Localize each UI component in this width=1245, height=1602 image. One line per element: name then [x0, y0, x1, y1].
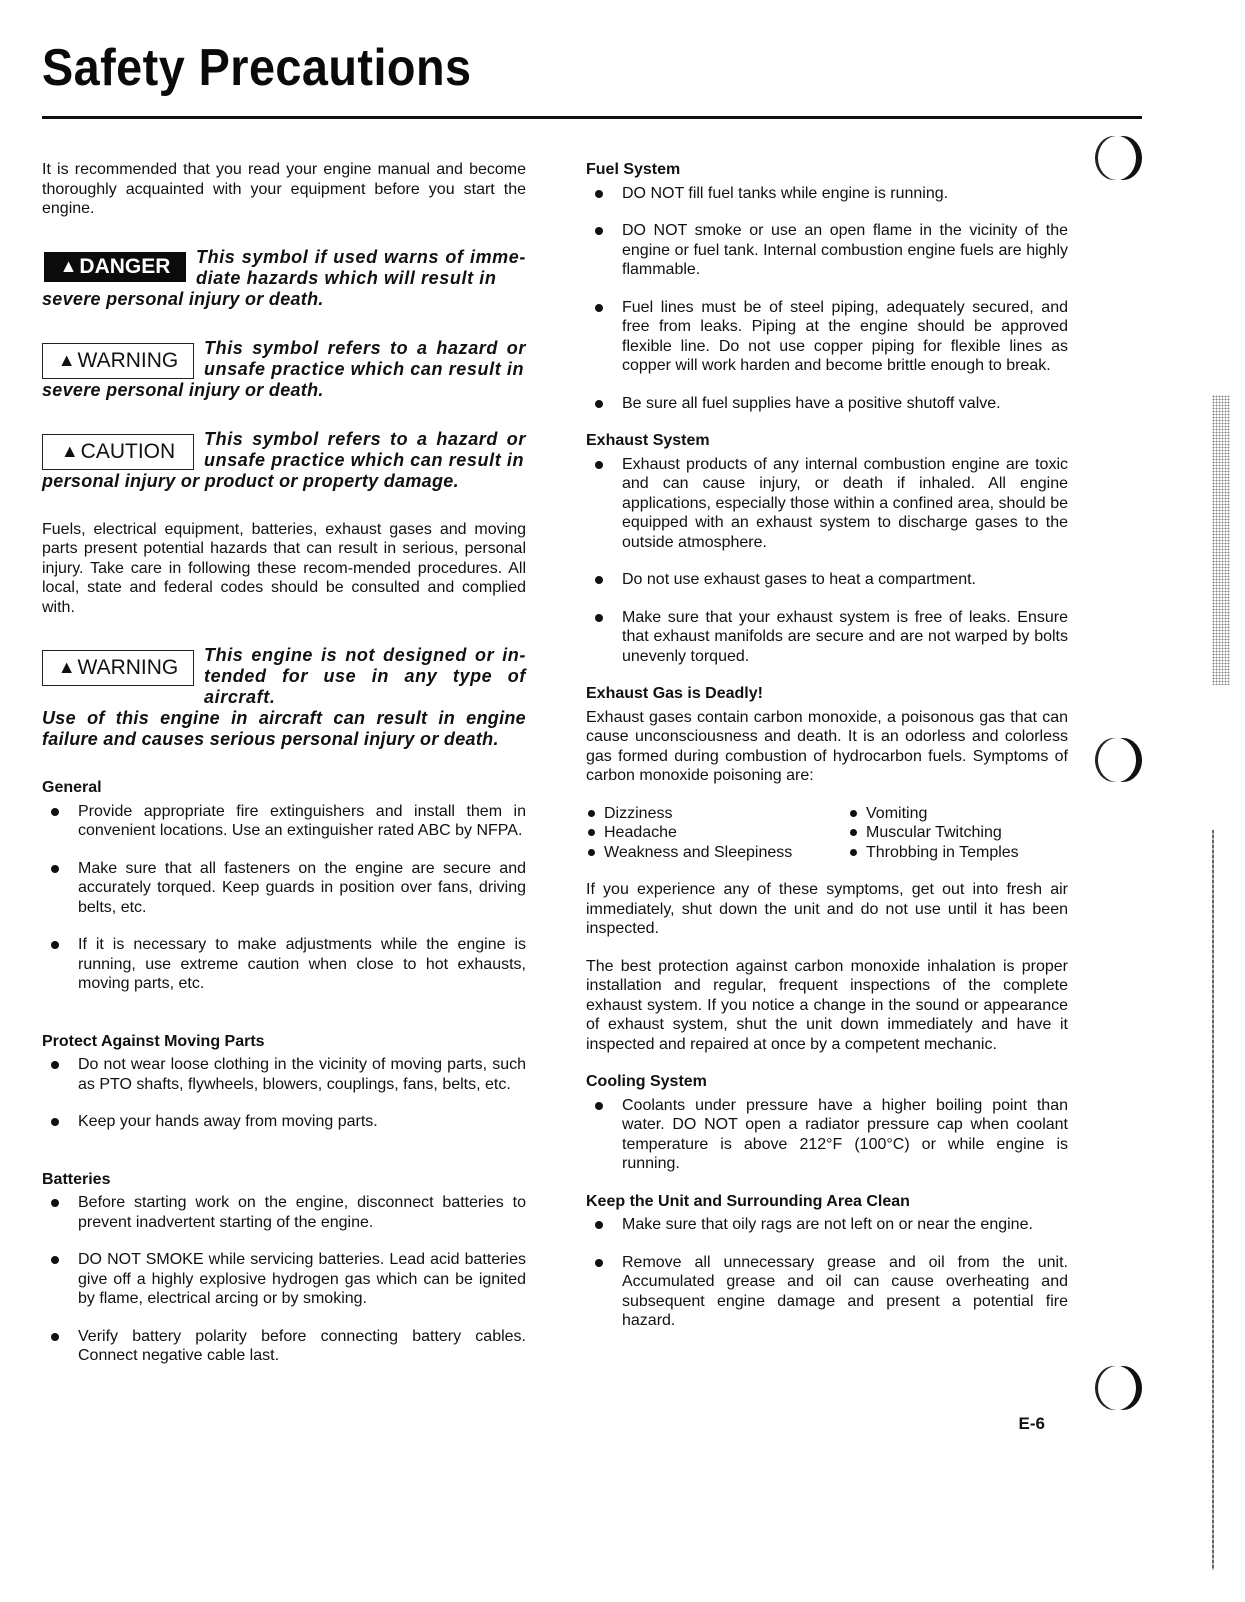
symptom-item: Headache [586, 823, 848, 843]
symptom-item: Dizziness [586, 804, 848, 824]
danger-notice [42, 247, 526, 310]
danger-badge [44, 252, 186, 282]
list-item: Provide appropriate fire extinguishers and install them in convenient locations. Use an extinguisher rated ABC by NFPA. [42, 802, 526, 841]
danger-badge-label: DANGER [79, 254, 171, 278]
scan-edge-artifact [1212, 830, 1214, 1570]
warning-triangle-icon: ▲ [57, 657, 76, 678]
symptom-item: Throbbing in Temples [848, 843, 1068, 863]
page-title: Safety Precautions [42, 39, 472, 97]
aircraft-warning-text-cont: Use of this engine in aircraft can result in engine failure and causes serious personal injury or death. [42, 708, 526, 749]
left-column [42, 160, 526, 1384]
section-heading-cooling-system: Cooling System [586, 1073, 707, 1090]
page-number: E-6 [1018, 1414, 1045, 1433]
danger-text: This symbol if used warns of imme-diate hazards which will result in [196, 246, 526, 288]
symptom-item: Weakness and Sleepiness [586, 843, 848, 863]
list-item: Keep your hands away from moving parts. [42, 1112, 526, 1132]
section-heading-keep-clean: Keep the Unit and Surrounding Area Clean [586, 1192, 910, 1210]
list-item: Before starting work on the engine, disconnect batteries to prevent inadvertent starting of the engine. [42, 1193, 526, 1232]
list-item: DO NOT fill fuel tanks while engine is running. [586, 184, 1068, 204]
list-item: Exhaust products of any internal combustion engine are toxic and can cause injury, or death if inhaled. All engine applications, especially those within a confined area, should be equipped with an exhaust system to discharge gases to the outside atmosphere. [586, 455, 1068, 553]
list-item: Fuel lines must be of steel piping, adequately secured, and free from leaks. Piping at the engine should be approved flexible line. Do not use copper piping for flexible lines as copper will work harden and become brittle enough to break. [586, 298, 1068, 376]
hazards-paragraph: Fuels, electrical equipment, batteries, exhaust gases and moving parts present potential hazards that can result in serious, personal injury. Take care in following these recom-mended procedures. All local, state and federal codes should be consulted and complied with. [42, 520, 526, 616]
warning-text: This symbol refers to a hazard or unsafe practice which can result in [204, 337, 526, 379]
list-item: Be sure all fuel supplies have a positive shutoff valve. [586, 394, 1068, 414]
binder-hole-icon [1098, 1366, 1136, 1410]
protection-paragraph: The best protection against carbon monoxide inhalation is proper installation and regular, frequent inspections of the complete exhaust system. If you notice a change in the sound or appearance of exhaust system, shut the unit down immediately and have it inspected and repaired at once by a competent mechanic. [586, 957, 1068, 1053]
list-item: Make sure that oily rags are not left on or near the engine. [586, 1215, 1068, 1235]
caution-notice [42, 429, 526, 492]
section-heading-batteries: Batteries [42, 1170, 111, 1188]
symptom-item: Muscular Twitching [848, 823, 1068, 843]
moving-parts-list [42, 1055, 526, 1132]
caution-text: This symbol refers to a hazard or unsafe practice which can result in [204, 428, 526, 470]
list-item: If it is necessary to make adjustments while the engine is running, use extreme caution when close to hot exhausts, moving parts, etc. [42, 935, 526, 994]
list-item: Remove all unnecessary grease and oil from the unit. Accumulated grease and oil can cause overheating and subsequent engine damage and present a potential fire hazard. [586, 1253, 1068, 1331]
binder-hole-icon [1098, 738, 1136, 782]
symptom-item: Vomiting [848, 804, 1068, 824]
aircraft-warning-notice [42, 645, 526, 750]
section-heading-fuel-system: Fuel System [586, 161, 681, 178]
binder-hole-icon [1098, 136, 1136, 180]
section-heading-moving-parts: Protect Against Moving Parts [42, 1032, 265, 1050]
warning-triangle-icon: ▲ [60, 440, 79, 461]
caution-text-cont: personal injury or product or property damage. [42, 470, 459, 491]
carbon-monoxide-paragraph: Exhaust gases contain carbon monoxide, a poisonous gas that can cause unconsciousness and death. It is an odorless and colorless gas formed during combustion of hydrocarbon fuels. Symptoms of carbon monoxide poisoning are: [586, 708, 1068, 784]
section-heading-general: General [42, 779, 102, 796]
caution-badge [42, 434, 194, 470]
title-rule [42, 116, 1142, 119]
list-item: DO NOT SMOKE while servicing batteries. Lead acid batteries give off a highly explosive hydrogen gas which can be ignited by flame, electrical arcing or by smoking. [42, 1250, 526, 1309]
keep-clean-list [586, 1215, 1068, 1331]
symptoms-advice-paragraph: If you experience any of these symptoms, get out into fresh air immediately, shut down the unit and do not use until it has been inspected. [586, 881, 1068, 937]
warning-text-cont: severe personal injury or death. [42, 379, 324, 400]
aircraft-warning-badge-label: WARNING [77, 656, 179, 680]
aircraft-warning-badge [42, 650, 194, 686]
warning-badge-label: WARNING [77, 348, 179, 372]
cooling-system-list [586, 1096, 1068, 1174]
fuel-system-list [586, 184, 1068, 414]
batteries-list [42, 1193, 526, 1366]
intro-paragraph: It is recommended that you read your engine manual and become thoroughly acquainted with your equipment before you start the engine. [42, 161, 526, 217]
right-column [586, 160, 1068, 1349]
scan-dot-artifact [1212, 395, 1230, 685]
list-item: Do not use exhaust gases to heat a compartment. [586, 570, 1068, 590]
list-item: DO NOT smoke or use an open flame in the vicinity of the engine or fuel tank. Internal combustion engine fuels are highly flammable. [586, 221, 1068, 280]
general-list [42, 802, 526, 994]
warning-triangle-icon: ▲ [57, 349, 76, 370]
list-item: Make sure that all fasteners on the engine are secure and accurately torqued. Keep guards in position over fans, driving belts, etc. [42, 859, 526, 918]
aircraft-warning-text: This engine is not designed or in-tended for use in any type of aircraft. [204, 645, 526, 707]
list-item: Do not wear loose clothing in the vicinity of moving parts, such as PTO shafts, flywheels, blowers, couplings, fans, belts, etc. [42, 1055, 526, 1094]
list-item: Verify battery polarity before connecting battery cables. Connect negative cable last. [42, 1327, 526, 1366]
list-item: Make sure that your exhaust system is free of leaks. Ensure that exhaust manifolds are secure and are not warped by bolts unevenly torqued. [586, 608, 1068, 667]
section-heading-exhaust-system: Exhaust System [586, 432, 710, 449]
warning-notice [42, 338, 526, 401]
list-item: Coolants under pressure have a higher boiling point than water. DO NOT open a radiator pressure cap when coolant temperature is above 212°F (100°C) or while engine is running. [586, 1096, 1068, 1174]
caution-badge-label: CAUTION [80, 439, 176, 463]
symptoms-list [586, 804, 1068, 863]
danger-text-cont: severe personal injury or death. [42, 288, 324, 309]
exhaust-system-list [586, 455, 1068, 667]
warning-triangle-icon: ▲ [59, 255, 78, 276]
warning-badge [42, 343, 194, 379]
section-heading-exhaust-gas-deadly: Exhaust Gas is Deadly! [586, 685, 763, 702]
